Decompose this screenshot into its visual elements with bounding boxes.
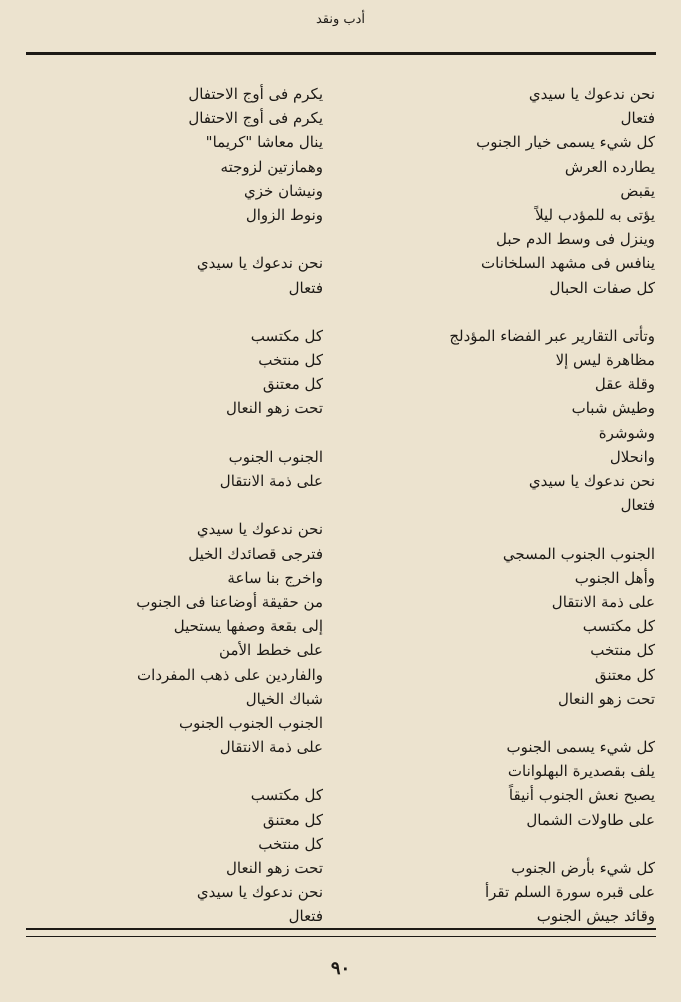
poem-line: كل صفات الحبال [549,278,655,297]
poem-line: على خطط الأمن [219,641,323,660]
poem-line: وأهل الجنوب [574,568,655,587]
stanza-break [355,832,655,856]
poem-line: يطارده العرش [564,157,655,176]
poem-line: وتأتى التقارير عبر الفضاء المؤدلج [449,326,655,345]
poem-line: ينافس فى مشهد السلخانات [481,254,655,273]
poem-line: نحن ندعوك يا سيدي [528,472,655,490]
page-number: ٩٠ [330,958,351,979]
stanza-break [355,300,655,324]
poem-line: نحن ندعوك يا سيدي [196,254,323,273]
poem-line: وينزل فى وسط الدم حبل [496,230,655,249]
poem-line: واخرج بنا ساعة [227,568,323,587]
stanza-break [23,300,323,324]
poem-line: نحن ندعوك يا سيدي [528,85,655,103]
poem-line: نحن ندعوك يا سيدي [196,520,323,539]
poem-line: شباك الخيال [245,689,323,708]
poem-line: على ذمة الانتقال [219,738,323,757]
poem-line: على ذمة الانتقال [219,472,323,490]
poem-line: كل مكتسب [250,326,323,345]
poem-line: من حقيقة أوضاعنا فى الجنوب [136,592,323,611]
poem-line: تحت زهو النعال [226,399,323,418]
poem-line: وقائد جيش الجنوب [536,907,655,926]
running-header: أدب ونقد [315,12,366,27]
poem-line: كل معتنق [594,665,655,684]
poem-line: تحت زهو النعال [558,689,655,708]
poem-line: كل شيء يسمى خيار الجنوب [476,133,655,152]
stanza-break [23,227,323,251]
poem-line: ينال معاشا "كريما" [205,133,323,152]
stanza-break [23,759,323,783]
poem-line: فترجى قصائدك الخيل [188,544,323,563]
stanza-break [355,711,655,735]
poem-line: وقلة عقل [594,375,655,394]
poem-line: فتعال [288,278,323,297]
poem-line: على قبره سورة السلم تقرأ [484,883,655,902]
poem-line: كل شيء يسمى الجنوب [506,738,655,757]
poem-line: وانحلال [609,447,655,466]
poem-line: ونيشان خزي [244,181,323,200]
poem-line: ونوط الزوال [245,205,323,224]
poem-line: كل معتنق [262,375,323,394]
poem-line: كل مكتسب [582,617,655,636]
poem-line: الجنوب الجنوب [228,447,323,466]
poem-line: الجنوب الجنوب الجنوب [179,713,323,732]
poem-line: إلى بقعة وصفها يستحيل [173,617,323,636]
header-rule [26,52,656,55]
poem-line: فتعال [620,496,655,515]
poem-line: الجنوب الجنوب المسجي [502,544,655,563]
poem-line: كل مكتسب [250,786,323,805]
poem-line: يقبض [620,181,655,200]
poem-line: على ذمة الانتقال [551,592,655,611]
poem-line: تحت زهو النعال [226,859,323,877]
poem-line: يكرم فى أوج الاحتفال [188,109,323,128]
poem-line: يكرم فى أوج الاحتفال [188,85,323,103]
poem-line: كل منتخب [258,351,323,370]
poem-line: وشوشرة [598,423,655,442]
poem-line: فتعال [620,109,655,128]
poem-line: وهمازتين لزوجته [220,157,323,176]
poem-line: نحن ندعوك يا سيدي [196,883,323,902]
footer-rule-thin [26,936,656,937]
stanza-break [23,421,323,445]
poem-line: كل منتخب [258,834,323,853]
poem-line: وطيش شباب [571,399,655,418]
poem-line: يلف بقصديرة البهلوانات [507,762,655,781]
stanza-break [355,517,655,541]
poem-line: مظاهرة ليس إلا [555,351,655,370]
poem-line: يؤتى به للمؤدب ليلاً [535,205,655,224]
poem-line: يصبح نعش الجنوب أنيقاً [508,786,655,805]
poem-line: كل منتخب [590,641,655,660]
poem-column-right [355,82,655,929]
poem-line: على طاولات الشمال [526,810,655,829]
poem-column-left [23,82,323,929]
footer-rule-thick [26,928,656,930]
stanza-break [23,493,323,517]
poem-line: والفاردين على ذهب المفردات [137,665,323,684]
poem-line: كل معتنق [262,810,323,829]
poem-line: فتعال [288,907,323,926]
poem-line: كل شيء بأرض الجنوب [511,859,655,877]
